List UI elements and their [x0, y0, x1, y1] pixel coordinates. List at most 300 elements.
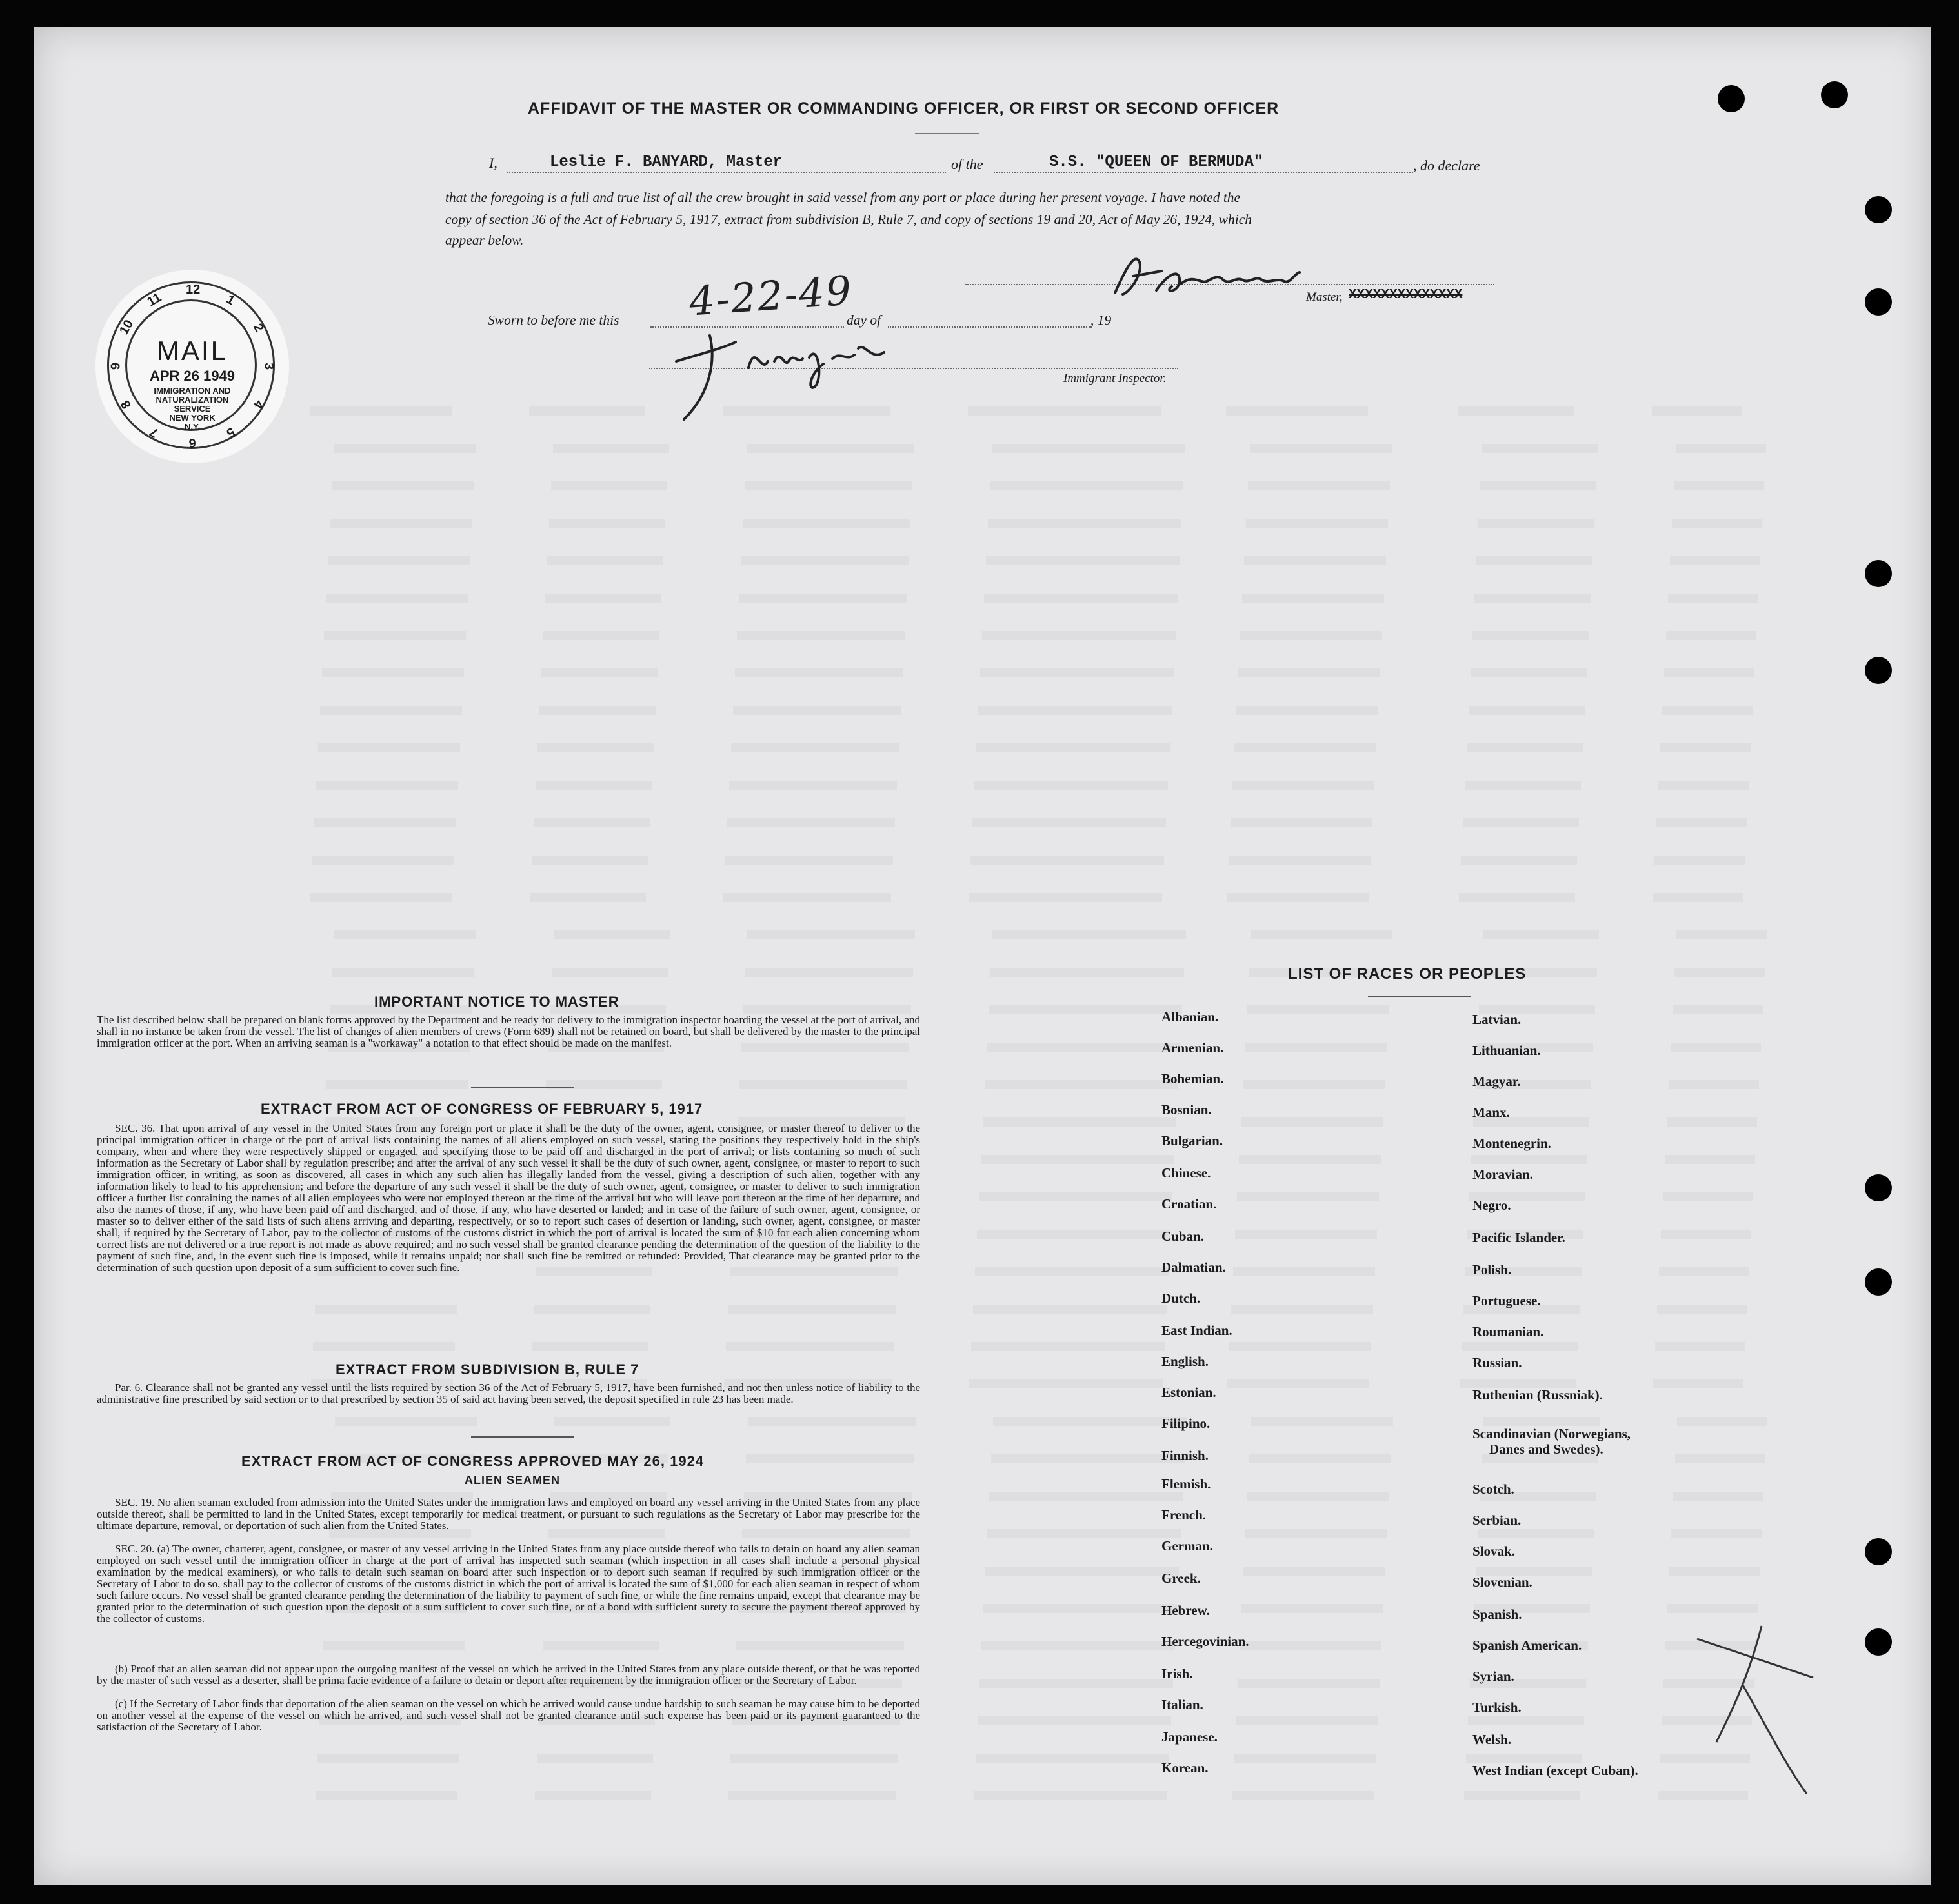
race-item: Finnish.: [1161, 1448, 1209, 1463]
bleed-through-mark: [1474, 594, 1591, 603]
bleed-through-mark: [982, 631, 1176, 640]
bleed-through-mark: [530, 893, 646, 902]
bleed-through-mark: [310, 406, 452, 416]
bleed-through-mark: [1229, 1342, 1371, 1351]
stamp-line-4: NEW YORK: [169, 413, 216, 423]
stamp-numeral: 12: [186, 283, 201, 297]
affidavit-line-1: [445, 154, 1497, 179]
bleed-through-mark: [1480, 481, 1596, 490]
stamp-numeral: 11: [145, 290, 164, 310]
bleed-through-mark: [1672, 519, 1762, 528]
bleed-through-mark: [313, 1342, 455, 1351]
stamp-numeral: 8: [118, 397, 134, 412]
bleed-through-mark: [534, 818, 650, 827]
race-item: Negro.: [1472, 1198, 1511, 1213]
races-title: LIST OF RACES OR PEOPLES: [1288, 965, 1527, 983]
bleed-through-mark: [1660, 743, 1751, 752]
stamp-numeral: 7: [147, 424, 161, 441]
bleed-through-mark: [1245, 1043, 1387, 1052]
race-item: Cuban.: [1161, 1228, 1204, 1244]
bleed-through-mark: [1239, 1155, 1381, 1164]
extract-1924-sec19: SEC. 19. No alien seaman excluded from admission into the United States under the immigration laws and employed on board any vessel arriving in the United States from any place outside thereof, shall be permitted to land in the United States, except temporarily for medical treatment, or pursuant to such regulations as the Secretary of Labor may prescribe for the ultimate departure, removal, or deportation of such alien from the United States.: [97, 1496, 920, 1532]
bleed-through-mark: [1238, 668, 1380, 677]
year-label: , 19: [1090, 312, 1112, 328]
bleed-through-mark: [326, 594, 468, 603]
bleed-through-mark: [1462, 1342, 1578, 1351]
stamp-line-2: NATURALIZATION: [156, 395, 229, 405]
race-item: East Indian.: [1161, 1323, 1232, 1338]
bleed-through-mark: [973, 1305, 1167, 1314]
stamp-numeral: 10: [116, 317, 137, 337]
stamp-line-5: N.Y.: [185, 422, 200, 432]
bleed-through-mark: [1652, 406, 1742, 416]
bleed-through-mark: [1227, 893, 1369, 902]
bleed-through-mark: [535, 1791, 651, 1800]
punch-hole: [1865, 1268, 1892, 1296]
race-item: Portuguese.: [1472, 1293, 1541, 1308]
bleed-through-mark: [1659, 1267, 1749, 1276]
punch-hole: [1865, 560, 1892, 587]
day-of-label: day of: [847, 312, 881, 328]
bleed-through-mark: [330, 519, 472, 528]
bleed-through-mark: [1482, 444, 1598, 453]
bleed-through-mark: [1236, 1716, 1378, 1725]
race-item: Armenian.: [1161, 1040, 1224, 1056]
bleed-through-mark: [981, 1641, 1175, 1650]
bleed-through-mark: [1674, 481, 1764, 490]
bleed-through-mark: [990, 481, 1183, 490]
bleed-through-mark: [747, 444, 914, 453]
punch-hole: [1865, 196, 1892, 223]
bleed-through-mark: [969, 893, 1162, 902]
bleed-through-mark: [1471, 668, 1587, 677]
race-item: Serbian.: [1472, 1512, 1522, 1528]
bleed-through-mark: [977, 1230, 1170, 1239]
bleed-through-mark: [976, 743, 1170, 752]
bleed-through-mark: [1234, 1754, 1376, 1763]
bleed-through-mark: [731, 743, 899, 752]
bleed-through-mark: [746, 1454, 914, 1463]
bleed-through-mark: [983, 1117, 1176, 1127]
race-item: Danes and Swedes).: [1489, 1441, 1603, 1457]
bleed-through-mark: [1243, 1080, 1385, 1089]
bleed-through-mark: [1653, 1379, 1743, 1388]
race-item: Croatian.: [1161, 1196, 1217, 1212]
race-item: Estonian.: [1161, 1385, 1216, 1400]
bleed-through-mark: [980, 668, 1174, 677]
race-item: Scandinavian (Norwegians,: [1472, 1426, 1631, 1441]
bleed-through-mark: [987, 1043, 1180, 1052]
bleed-through-mark: [1234, 743, 1376, 752]
bleed-through-mark: [552, 968, 668, 977]
master-label: Master,: [1306, 290, 1343, 304]
bleed-through-mark: [1657, 1305, 1747, 1314]
inspector-label: Immigrant Inspector.: [1063, 372, 1167, 385]
bleed-through-mark: [1668, 594, 1758, 603]
bleed-through-mark: [1483, 1417, 1600, 1426]
bleed-through-mark: [537, 743, 654, 752]
bleed-through-mark: [1461, 856, 1577, 865]
race-item: Bulgarian.: [1161, 1133, 1223, 1148]
race-item: Montenegrin.: [1472, 1136, 1551, 1151]
race-item: West Indian (except Cuban).: [1472, 1763, 1638, 1778]
bleed-through-mark: [748, 1417, 916, 1426]
bleed-through-mark: [1232, 781, 1374, 790]
bleed-through-mark: [316, 1791, 457, 1800]
race-item: Dutch.: [1161, 1290, 1201, 1306]
race-item: Greek.: [1161, 1570, 1201, 1586]
bleed-through-mark: [1235, 1230, 1377, 1239]
bleed-through-mark: [980, 1679, 1173, 1688]
bleed-through-mark: [1666, 631, 1756, 640]
bleed-through-mark: [1232, 1791, 1374, 1800]
stamp-numeral: 5: [223, 424, 237, 441]
bleed-through-mark: [981, 1155, 1174, 1164]
bleed-through-mark: [726, 1342, 894, 1351]
extract-1924-sec20b: (b) Proof that an alien seaman did not appear upon the outgoing manifest of the vessel on which he arrived in the United States from any place outside thereof, or that he was reported by the master of such vessel as a deserter, shall be prima facie evidence of a failure to detain or deport after requirement by the immigration officer or the Secretary of Labor.: [97, 1663, 920, 1687]
pen-strokes: [1652, 1613, 1833, 1807]
race-item: Bosnian.: [1161, 1102, 1212, 1117]
bleed-through-mark: [1674, 968, 1765, 977]
bleed-through-mark: [747, 930, 915, 939]
stamp-numeral: 2: [250, 321, 266, 335]
bleed-through-mark: [1227, 1379, 1369, 1388]
bleed-through-mark: [332, 481, 474, 490]
bleed-through-mark: [1237, 1192, 1379, 1201]
race-item: Ruthenian (Russniak).: [1472, 1387, 1603, 1403]
bleed-through-mark: [743, 519, 910, 528]
race-item: German.: [1161, 1538, 1213, 1554]
bleed-through-mark: [986, 556, 1180, 565]
race-item: Polish.: [1472, 1262, 1512, 1278]
race-item: Hercegovinian.: [1161, 1634, 1249, 1649]
bleed-through-mark: [1226, 406, 1368, 416]
bleed-through-mark: [1676, 444, 1766, 453]
bleed-through-mark: [554, 1417, 670, 1426]
race-item: French.: [1161, 1507, 1207, 1523]
bleed-through-mark: [968, 406, 1161, 416]
race-item: Albanian.: [1161, 1009, 1219, 1025]
notice-body: The list described below shall be prepared on blank forms approved by the Department and be ready for delivery to the immigration inspector boarding the vessel at the port of arrival, and shall in no instance be taken from the vessel. The list of changes of alien members of crews (Form 689) shall not be retained on board, but shall be delivered by the master to the principal immigration officer at the port. When an arriving seaman is a "workaway" a notation to that effect should be made on the manifest.: [97, 1014, 920, 1049]
inspector-signature: [671, 323, 890, 426]
bleed-through-mark: [729, 781, 897, 790]
bleed-through-mark: [985, 1080, 1178, 1089]
punch-hole: [1865, 1538, 1892, 1565]
bleed-through-mark: [1471, 1155, 1587, 1164]
bleed-through-mark: [315, 1305, 457, 1314]
bleed-through-mark: [1243, 1567, 1385, 1576]
bleed-through-mark: [725, 856, 893, 865]
bleed-through-mark: [547, 556, 663, 565]
bleed-through-mark: [992, 444, 1185, 453]
bleed-through-mark: [1655, 1342, 1745, 1351]
race-item: Moravian.: [1472, 1167, 1533, 1182]
race-item: Japanese.: [1161, 1729, 1218, 1745]
bleed-through-mark: [1664, 668, 1754, 677]
bleed-through-mark: [1667, 1117, 1757, 1127]
bleed-through-mark: [1463, 818, 1579, 827]
bleed-through-mark: [972, 818, 1166, 827]
master-signature: [1110, 248, 1303, 312]
race-item: Slovak.: [1472, 1543, 1515, 1559]
bleed-through-mark: [975, 1267, 1169, 1276]
bleed-through-mark: [1467, 743, 1583, 752]
race-item: Slovenian.: [1472, 1574, 1532, 1590]
stamp-line-1: IMMIGRATION AND: [154, 386, 231, 396]
race-item: Irish.: [1161, 1666, 1193, 1681]
bleed-through-mark: [322, 668, 464, 677]
extract-1924-subtitle: ALIEN SEAMEN: [465, 1474, 561, 1487]
bleed-through-mark: [1658, 781, 1749, 790]
bleed-through-mark: [1251, 1417, 1393, 1426]
bleed-through-mark: [743, 1005, 911, 1014]
bleed-through-mark: [324, 631, 466, 640]
bleed-through-mark: [310, 893, 452, 902]
race-item: Italian.: [1161, 1697, 1203, 1712]
bleed-through-mark: [532, 1342, 648, 1351]
bleed-through-mark: [1676, 930, 1767, 939]
bleed-through-mark: [553, 444, 669, 453]
bleed-through-mark: [989, 1005, 1182, 1014]
bleed-through-mark: [1244, 556, 1386, 565]
extract-rule7-title: EXTRACT FROM SUBDIVISION B, RULE 7: [336, 1361, 639, 1378]
bleed-through-mark: [316, 781, 458, 790]
affidavit-line-4: appear below.: [445, 232, 524, 248]
bleed-through-mark: [1673, 1005, 1763, 1014]
bleed-through-mark: [970, 856, 1164, 865]
bleed-through-mark: [1238, 1679, 1380, 1688]
bleed-through-mark: [1240, 631, 1382, 640]
bleed-through-mark: [1675, 1454, 1765, 1463]
bleed-through-mark: [314, 818, 456, 827]
bleed-through-mark: [739, 594, 907, 603]
bleed-through-mark: [1458, 406, 1574, 416]
bleed-through-mark: [1247, 1492, 1389, 1501]
bleed-through-mark: [987, 1529, 1181, 1538]
bleed-through-mark: [979, 1192, 1172, 1201]
bleed-through-mark: [990, 968, 1184, 977]
bleed-through-mark: [741, 556, 909, 565]
bleed-through-mark: [1665, 1155, 1755, 1164]
bleed-through-mark: [541, 668, 658, 677]
sworn-date-handwritten: 4-22-49: [687, 266, 854, 325]
bleed-through-mark: [745, 481, 912, 490]
affidavit-line-2: that the foregoing is a full and true list of all the crew brought in said vessel from any port or place during her present voyage. I have noted the: [445, 190, 1241, 205]
bleed-through-mark: [323, 1641, 465, 1650]
extract-1917-body: SEC. 36. That upon arrival of any vessel in the United States from any foreign port or place it shall be the duty of the owner, agent, consignee, or master thereof to deliver to the principal immigration officer in charge of the port of arrival lists containing the names of all aliens employed on such vessel, stating the positions they respectively hold in the ship's company, when and where they were respectively shipped or engaged, and specifying those to be paid off and discharged in the port of arrival; or lists containing so much of such information as the Secretary of Labor shall by regulation prescribe; and after the arrival of any such vessel it shall be the duty of such owner, agent, consignee, or master to report to such immigration officer, in writing, as soon as discovered, all cases in which any such alien has illegally landed from the vessel, giving a description of such alien, together with any information likely to lead to his apprehension; and before the departure of any such vessel it shall be the duty of such owner, agent, consignee, or master to deliver to such immigration officer a further list containing the names of all alien employees who were not employed thereon at the time of the arrival but who will leave port thereon at the time of her departure, and also the names of those, if any, who have been paid off and discharged, and of those, if any, who have deserted or landed; and in case of the failure of such owner, agent, consignee, or master so to deliver either of the said lists of such aliens arriving and departing, respectively, or so to report such cases of desertion or landing, such owner, agent, consignee, or master shall, if required by the Secretary of Labor, pay to the collector of customs of the customs district in which the port of arrival is located the sum of $10 for each alien concerning whom correct lists are not delivered or a true report is not made as above required; and no such vessel shall be granted clearance pending the determination of the question of the liability to the payment of such fine, and, in the event such fine is imposed, while it remains unpaid; nor shall such fine be remitted or refunded: Provided, That clearance may be granted prior to the determination of such question upon deposit of a sum sufficient to cover such fine.: [97, 1122, 920, 1274]
stamp-numeral: 1: [223, 292, 237, 308]
race-item: Spanish.: [1472, 1607, 1522, 1622]
mail-received-stamp: [95, 270, 289, 463]
bleed-through-mark: [1231, 1305, 1373, 1314]
race-item: Chinese.: [1161, 1165, 1211, 1181]
bleed-through-mark: [1483, 930, 1599, 939]
bleed-through-mark: [1245, 1529, 1387, 1538]
bleed-through-mark: [974, 1791, 1167, 1800]
bleed-through-mark: [1478, 519, 1594, 528]
bleed-through-mark: [534, 1305, 650, 1314]
master-struck-text: XXXXXXXXXXXXXX: [1349, 288, 1463, 303]
bleed-through-mark: [992, 930, 1186, 939]
race-item: Roumanian.: [1472, 1324, 1544, 1339]
bleed-through-mark: [1246, 519, 1388, 528]
bleed-through-mark: [332, 968, 474, 977]
bleed-through-mark: [1677, 1417, 1767, 1426]
bleed-through-mark: [971, 1342, 1165, 1351]
of-the-label: of the: [951, 156, 983, 172]
bleed-through-mark: [1248, 481, 1390, 490]
notice-title: IMPORTANT NOTICE TO MASTER: [374, 994, 619, 1010]
bleed-through-mark: [1671, 1043, 1761, 1052]
race-item: Manx.: [1472, 1105, 1510, 1120]
bleed-through-mark: [1247, 1005, 1389, 1014]
bleed-through-mark: [537, 1754, 653, 1763]
bleed-through-mark: [736, 1641, 904, 1650]
stamp-line-3: SERVICE: [174, 404, 211, 414]
bleed-through-mark: [1669, 1080, 1759, 1089]
bleed-through-mark: [1654, 856, 1745, 865]
punch-hole: [1865, 1628, 1892, 1656]
bleed-through-mark: [984, 594, 1178, 603]
bleed-through-mark: [551, 481, 667, 490]
punch-hole: [1865, 288, 1892, 316]
bleed-through-mark: [1671, 1529, 1762, 1538]
race-item: Pacific Islander.: [1472, 1230, 1565, 1245]
bleed-through-mark: [993, 1417, 1187, 1426]
bleed-through-mark: [1653, 893, 1743, 902]
bleed-through-mark: [1472, 631, 1589, 640]
bleed-through-mark: [730, 1754, 898, 1763]
bleed-through-mark: [1240, 1641, 1381, 1650]
bleed-through-mark: [543, 1641, 659, 1650]
bleed-through-mark: [1656, 818, 1747, 827]
punch-hole: [1718, 85, 1745, 112]
affidavit-title: AFFIDAVIT OF THE MASTER OR COMMANDING OFFICER, OR FIRST OR SECOND OFFICER: [528, 99, 1280, 117]
stamp-mail: MAIL: [156, 336, 228, 366]
bleed-through-mark: [728, 1791, 896, 1800]
stamp-numeral: 6: [188, 436, 196, 450]
bleed-through-mark: [1673, 1492, 1763, 1501]
bleed-through-mark: [549, 519, 665, 528]
bleed-through-mark: [739, 1080, 907, 1089]
bleed-through-mark: [554, 930, 670, 939]
extract-1924-sec20a: SEC. 20. (a) The owner, charterer, agent, consignee, or master of any vessel arriving in the United States from any place outside thereof who fails to detain on board any alien seaman employed on such vessel until the immigration officer in charge at the port of arrival has inspected such seaman (which inspection in all cases shall include a personal physical examination by the medical examiners), or who fails to detain such seaman on board after such inspection or to deport such seaman if required by such immigration officer or the Secretary of Labor to do so, shall pay to the collector of customs of the customs district in which the port of arrival is located the sum of $1,000 for each alien seaman in respect of whom such failure occurs. No vessel shall be granted clearance pending the determination of the liability to payment of such fine, or while the fine remains unpaid, except that clearance may be granted prior to the determination of such question upon the deposit of a sum sufficient to cover such fine, or of a bond with sufficient surety to secure the payment thereof approved by the collector of customs.: [97, 1543, 920, 1625]
bleed-through-mark: [1670, 556, 1760, 565]
race-item: Lithuanian.: [1472, 1043, 1541, 1058]
bleed-through-mark: [969, 1379, 1163, 1388]
bleed-through-mark: [320, 706, 462, 715]
bleed-through-mark: [745, 968, 913, 977]
bleed-through-mark: [1250, 444, 1392, 453]
race-item: Hebrew.: [1161, 1603, 1210, 1618]
bleed-through-mark: [1459, 893, 1575, 902]
bleed-through-mark: [1466, 1754, 1582, 1763]
vessel-name-field: S.S. "QUEEN OF BERMUDA": [1049, 154, 1263, 171]
bleed-through-mark: [1661, 1230, 1751, 1239]
bleed-through-mark: [334, 444, 476, 453]
bleed-through-mark: [326, 1080, 468, 1089]
bleed-through-mark: [317, 1754, 459, 1763]
bleed-through-mark: [989, 1492, 1183, 1501]
race-item: Bohemian.: [1161, 1071, 1224, 1087]
master-name-field: Leslie F. BANYARD, Master: [550, 154, 783, 171]
race-item: Turkish.: [1472, 1699, 1522, 1715]
stamp-date: APR 26 1949: [149, 368, 236, 384]
bleed-through-mark: [328, 556, 470, 565]
extract-1917-title: EXTRACT FROM ACT OF CONGRESS OF FEBRUARY 5, 1917: [261, 1101, 703, 1117]
bleed-through-mark: [1465, 781, 1581, 790]
declarant-prefix: I,: [489, 155, 497, 171]
bleed-through-mark: [983, 1604, 1177, 1613]
bleed-through-mark: [733, 706, 901, 715]
bleed-through-mark: [991, 1454, 1185, 1463]
bleed-through-mark: [978, 1716, 1171, 1725]
race-item: Spanish American.: [1472, 1638, 1582, 1653]
bleed-through-mark: [1241, 1604, 1383, 1613]
race-item: Korean.: [1161, 1760, 1209, 1776]
bleed-through-mark: [1251, 930, 1392, 939]
extract-1924-sec20c: (c) If the Secretary of Labor finds that deportation of the alien seaman on the vessel on which he arrived would cause undue hardship to such seaman he may cause him to be deported on another vessel at the expense of the vessel on which he arrived, and such vessel shall not be granted clearance until such expense has been paid or its payment guaranteed to the satisfaction of the Secretary of Labor.: [97, 1698, 920, 1733]
stamp-numeral: 4: [250, 397, 266, 412]
bleed-through-mark: [529, 406, 645, 416]
bleed-through-mark: [978, 706, 1172, 715]
race-item: Dalmatian.: [1161, 1259, 1226, 1275]
race-item: English.: [1161, 1354, 1209, 1369]
race-item: Welsh.: [1472, 1732, 1512, 1747]
bleed-through-mark: [1669, 1567, 1760, 1576]
bleed-through-mark: [1236, 706, 1378, 715]
bleed-through-mark: [735, 668, 903, 677]
bleed-through-mark: [335, 1417, 477, 1426]
bleed-through-mark: [727, 818, 895, 827]
bleed-through-mark: [985, 1567, 1179, 1576]
bleed-through-mark: [1662, 706, 1753, 715]
bleed-through-mark: [1667, 1604, 1758, 1613]
bleed-through-mark: [536, 781, 652, 790]
bleed-through-mark: [988, 519, 1181, 528]
bleed-through-mark: [1229, 856, 1371, 865]
bleed-through-mark: [543, 631, 659, 640]
bleed-through-mark: [318, 743, 460, 752]
bleed-through-mark: [1249, 1454, 1391, 1463]
stamp-numeral: 3: [261, 362, 276, 370]
race-item: Flemish.: [1161, 1476, 1211, 1492]
stamp-numeral: 9: [108, 362, 123, 370]
affidavit-line-3: copy of section 36 of the Act of February 5, 1917, extract from subdivision B, Rule 7, and copy of sections 19 and 20, Act of May 26, 1924, which: [445, 212, 1252, 227]
bleed-through-mark: [1233, 1267, 1375, 1276]
sworn-label: Sworn to before me this: [488, 312, 619, 328]
bleed-through-mark: [334, 930, 476, 939]
bleed-through-mark: [1464, 1791, 1580, 1800]
bleed-through-mark: [1476, 556, 1592, 565]
bleed-through-mark: [532, 856, 648, 865]
bleed-through-mark: [728, 1305, 896, 1314]
bleed-through-mark: [312, 856, 454, 865]
bleed-through-mark: [737, 631, 905, 640]
extract-1924-title: EXTRACT FROM ACT OF CONGRESS APPROVED MAY 26, 1924: [241, 1453, 705, 1469]
punch-hole: [1821, 81, 1848, 108]
bleed-through-mark: [1231, 818, 1372, 827]
bleed-through-mark: [723, 893, 891, 902]
race-item: Russian.: [1472, 1355, 1522, 1370]
punch-hole: [1865, 657, 1892, 684]
bleed-through-mark: [539, 706, 656, 715]
bleed-through-mark: [1478, 1529, 1594, 1538]
race-item: Filipino.: [1161, 1416, 1211, 1431]
race-item: Latvian.: [1472, 1012, 1522, 1027]
punch-hole: [1865, 1174, 1892, 1201]
do-declare-label: , do declare: [1413, 157, 1480, 174]
